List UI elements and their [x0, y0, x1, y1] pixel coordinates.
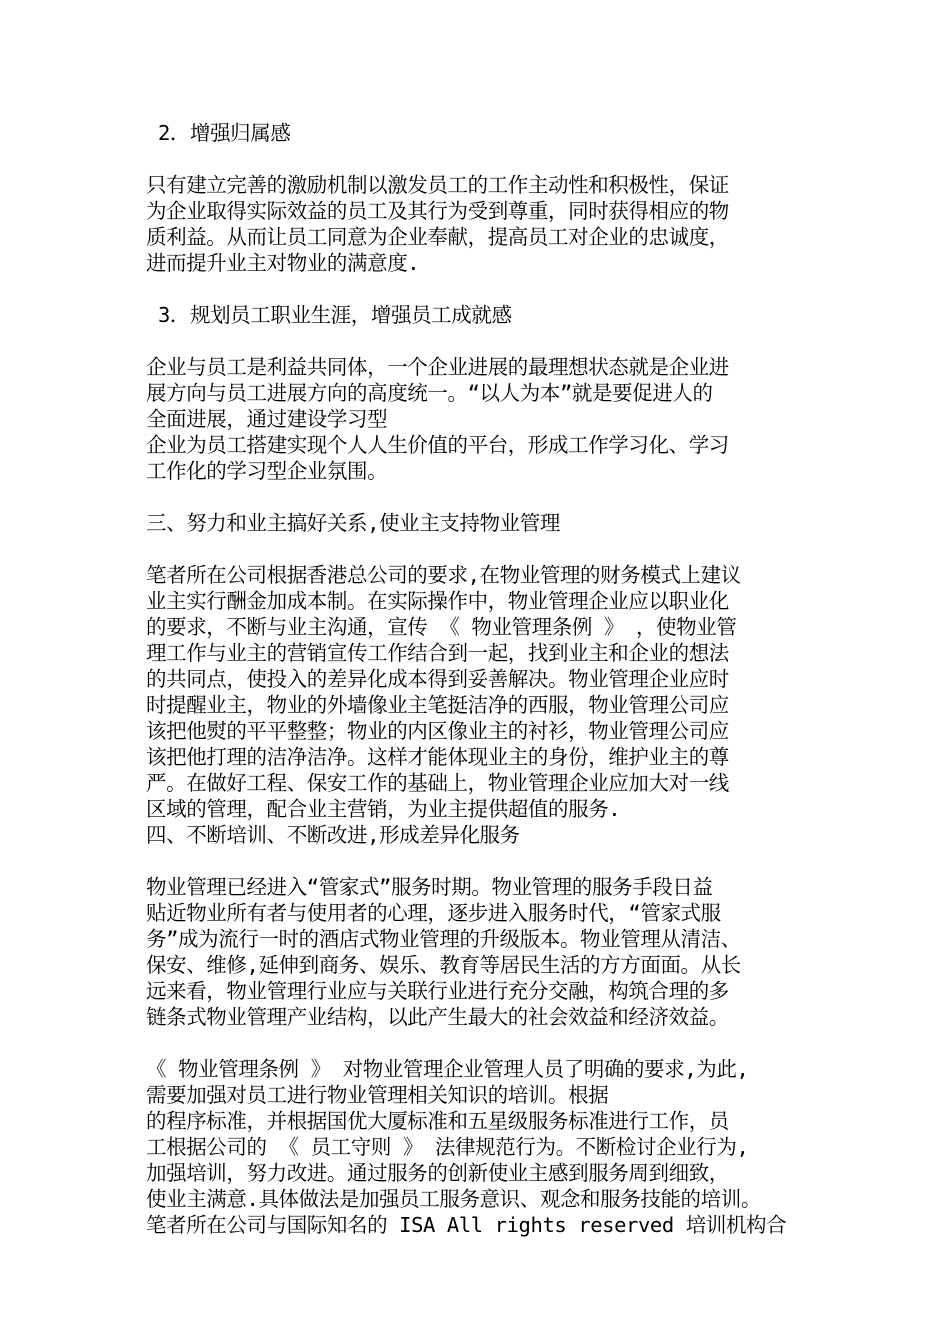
text-line: 全面进展，通过建设学习型: [146, 407, 388, 431]
text-line: 2．增强归属感: [146, 121, 291, 145]
text-line: 时提醒业主，物业的外墙像业主笔挺洁净的西服，物业管理公司应: [146, 693, 729, 717]
text-line: 远来看，物业管理行业应与关联行业进行充分交融，构筑合理的多: [146, 979, 729, 1003]
text-line: 企业为员工搭建实现个人人生价值的平台，形成工作学习化、学习: [146, 433, 729, 457]
section-heading: [146, 302, 826, 328]
paragraph: [146, 172, 826, 276]
paragraph-gap: [146, 328, 826, 354]
text-line: 理工作与业主的营销宣传工作结合到一起，找到业主和企业的想法: [146, 641, 729, 665]
text-line: 需要加强对员工进行物业管理相关知识的培训。根据: [146, 1083, 609, 1107]
text-line: 的程序标准，并根据国优大厦标准和五星级服务标准进行工作，员: [146, 1109, 729, 1133]
text-line: 工根据公司的 《 员工守则 》 法律规范行为。不断检讨企业行为,: [146, 1135, 749, 1159]
text-line: 务”成为流行一时的酒店式物业管理的升级版本。物业管理从清洁、: [146, 927, 741, 951]
text-line: 为企业取得实际效益的员工及其行为受到尊重，同时获得相应的物: [146, 199, 729, 223]
paragraph: [146, 354, 826, 484]
text-line: 质利益。从而让员工同意为企业奉献，提高员工对企业的忠诚度，: [146, 225, 729, 249]
text-line: 的共同点，使投入的差异化成本得到妥善解决。物业管理企业应时: [146, 667, 729, 691]
text-line: 展方向与员工进展方向的高度统一。“以人为本”就是要促进人的: [146, 381, 713, 405]
text-line: 企业与员工是利益共同体，一个企业进展的最理想状态就是企业进: [146, 355, 729, 379]
text-line: 笔者所在公司与国际知名的 ISA All rights reserved 培训机构合: [146, 1213, 787, 1237]
text-line: 使业主满意.具体做法是加强员工服务意识、观念和服务技能的培训。: [146, 1187, 761, 1211]
text-line: 严。在做好工程、保安工作的基础上，物业管理企业应加大对一线: [146, 771, 729, 795]
text-line: 笔者所在公司根据香港总公司的要求,在物业管理的财务模式上建议: [146, 563, 741, 587]
text-line: 该把他熨的平平整整；物业的内区像业主的衬衫，物业管理公司应: [146, 719, 729, 743]
section-heading: [146, 510, 826, 536]
text-line: 《 物业管理条例 》 对物业管理企业管理人员了明确的要求,为此,: [146, 1057, 749, 1081]
paragraph-gap: [146, 276, 826, 302]
paragraph: [146, 874, 826, 1030]
text-line: 进而提升业主对物业的满意度.: [146, 251, 420, 275]
text-line: 四、不断培训、不断改进,形成差异化服务: [146, 823, 520, 847]
text-line: 工作化的学习型企业氛围。: [146, 459, 388, 483]
paragraph-gap: [146, 1030, 826, 1056]
paragraph-gap: [146, 484, 826, 510]
section-heading: [146, 120, 826, 146]
text-line: 三、努力和业主搞好关系,使业主支持物业管理: [146, 511, 560, 535]
paragraph: [146, 1056, 826, 1238]
text-line: 贴近物业所有者与使用者的心理，逐步进入服务时代，“管家式服: [146, 901, 721, 925]
document-body: [146, 120, 826, 1238]
text-line: 业主实行酬金加成本制。在实际操作中，物业管理企业应以职业化: [146, 589, 729, 613]
text-line: 区域的管理，配合业主营销，为业主提供超值的服务.: [146, 797, 621, 821]
paragraph-gap: [146, 848, 826, 874]
text-line: 的要求，不断与业主沟通，宣传 《 物业管理条例 》 ，使物业管: [146, 615, 737, 639]
paragraph: [146, 562, 826, 848]
paragraph-gap: [146, 146, 826, 172]
text-line: 只有建立完善的激励机制以激发员工的工作主动性和积极性，保证: [146, 173, 729, 197]
text-line: 3．规划员工职业生涯，增强员工成就感: [146, 303, 512, 327]
text-line: 物业管理已经进入“管家式”服务时期。物业管理的服务手段日益: [146, 875, 713, 899]
text-line: 加强培训，努力改进。通过服务的创新使业主感到服务周到细致，: [146, 1161, 729, 1185]
text-line: 链条式物业管理产业结构，以此产生最大的社会效益和经济效益。: [146, 1005, 729, 1029]
paragraph-gap: [146, 536, 826, 562]
text-line: 该把他打理的洁净洁净。这样才能体现业主的身份，维护业主的尊: [146, 745, 729, 769]
text-line: 保安、维修,延伸到商务、娱乐、教育等居民生活的方方面面。从长: [146, 953, 741, 977]
